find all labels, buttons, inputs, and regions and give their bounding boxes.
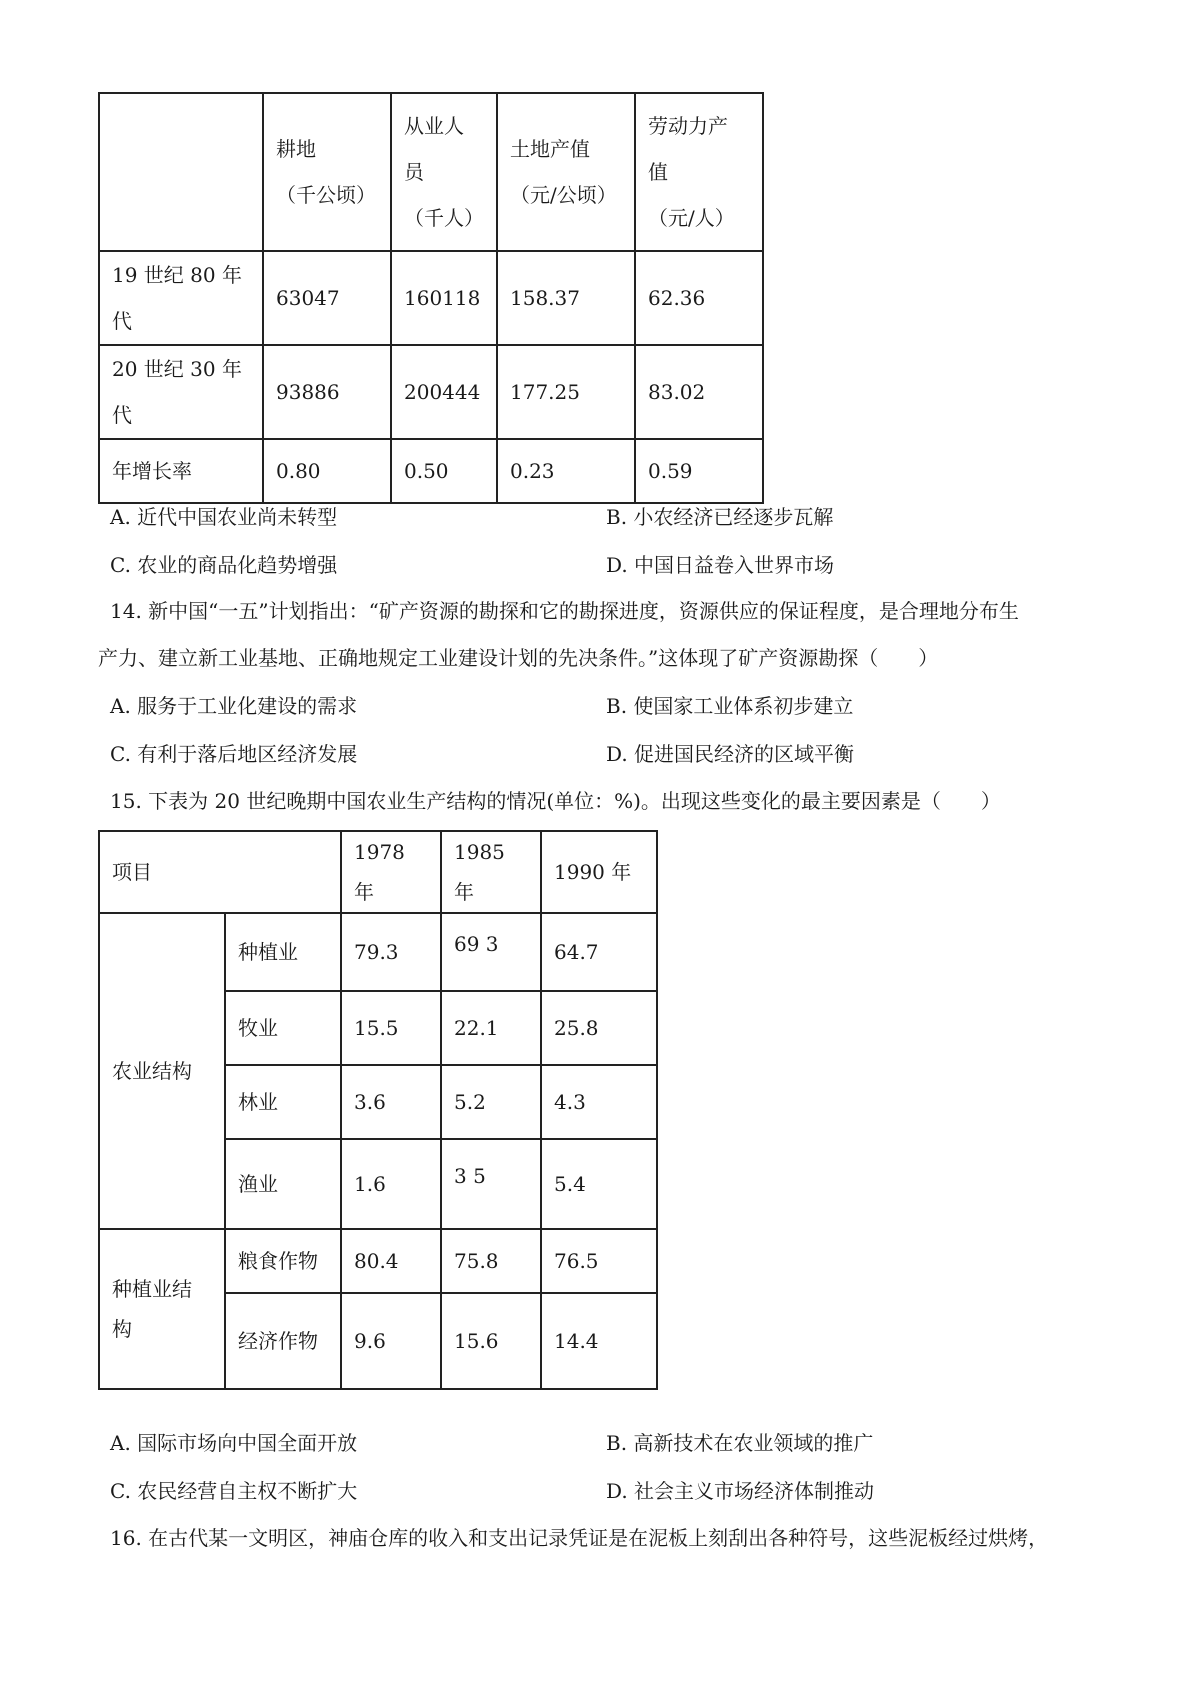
q15-option-b[interactable]: B. 高新技术在农业领域的推广: [606, 1431, 874, 1455]
cell-value: 80.4: [341, 1229, 441, 1293]
table1-header-labor-output: [635, 93, 763, 251]
header-item: 项目: [99, 831, 341, 913]
cell-value: 15.6: [441, 1293, 541, 1389]
row-label: 年增长率: [99, 439, 263, 503]
cell-value: 64.7: [541, 913, 657, 991]
q14-stem-line1: 14. 新中国“一五”计划指出：“矿产资源的勘探和它的勘探进度，资源供应的保证程度，是合理地分布生: [110, 599, 1019, 623]
header-year: 1990 年: [541, 831, 657, 913]
table-row: [99, 345, 763, 439]
row-label: 渔业: [225, 1139, 341, 1229]
table1-header-arable-land: [263, 93, 391, 251]
cell-value: 83.02: [635, 345, 763, 439]
q16-stem-line1: 16. 在古代某一文明区，神庙仓库的收入和支出记录凭证是在泥板上刻刮出各种符号，这些泥板经过烘烤，: [110, 1526, 1049, 1550]
header-text: 值: [648, 160, 668, 184]
cell-value: 158.37: [497, 251, 635, 345]
cell-value: 5.2: [441, 1065, 541, 1139]
table1-header-workers: [391, 93, 497, 251]
cell-value: 160118: [391, 251, 497, 345]
cell-value: 0.23: [497, 439, 635, 503]
q15-option-c[interactable]: C. 农民经营自主权不断扩大: [110, 1479, 358, 1503]
header-text: 土地产值: [510, 137, 590, 161]
group-label: 农业结构: [99, 913, 225, 1229]
cell-value: 76.5: [541, 1229, 657, 1293]
cell-value: 0.59: [635, 439, 763, 503]
row-label: 经济作物: [225, 1293, 341, 1389]
header-unit: （千公顷）: [276, 183, 376, 207]
q15-option-a[interactable]: A. 国际市场向中国全面开放: [110, 1431, 358, 1455]
q13-option-c[interactable]: C. 农业的商品化趋势增强: [110, 553, 338, 577]
header-unit: （元/公顷）: [510, 183, 617, 207]
cell-value: 9.6: [341, 1293, 441, 1389]
header-text: 耕地: [276, 137, 316, 161]
cell-value: 177.25: [497, 345, 635, 439]
header-text: 从业人: [404, 114, 464, 138]
cell-value: 0.80: [263, 439, 391, 503]
row-label: 牧业: [225, 991, 341, 1065]
row-label: 20 世纪 30 年代: [99, 345, 263, 439]
q14-option-d[interactable]: D. 促进国民经济的区域平衡: [606, 742, 855, 766]
cell-value: 62.36: [635, 251, 763, 345]
cell-value-wrap: [441, 913, 541, 991]
q13-option-b[interactable]: B. 小农经济已经逐步瓦解: [606, 505, 834, 529]
table-row: [99, 1229, 657, 1293]
cell-value: 25.8: [541, 991, 657, 1065]
group-label-line: 构: [112, 1317, 132, 1341]
cell-value: 63047: [263, 251, 391, 345]
cell-value: 3 5: [454, 1164, 486, 1188]
header-year: 1978 年: [341, 831, 441, 913]
header-unit: （元/人）: [648, 206, 735, 230]
group-label-line: 种植业结: [112, 1277, 192, 1301]
cell-value: 4.3: [541, 1065, 657, 1139]
cell-value: 14.4: [541, 1293, 657, 1389]
table1-header-blank: [99, 93, 263, 251]
header-unit: （千人）: [404, 206, 484, 230]
cell-value: 79.3: [341, 913, 441, 991]
q14-stem-line2: 产力、建立新工业基地、正确地规定工业建设计划的先决条件。”这体现了矿产资源勘探（ ）: [98, 646, 939, 670]
table2-header-row: [99, 831, 657, 913]
cell-value: 93886: [263, 345, 391, 439]
table1-header-land-output: [497, 93, 635, 251]
q15-stem: 15. 下表为 20 世纪晚期中国农业生产结构的情况(单位：%)。出现这些变化的最主要因素是（ ）: [110, 789, 1001, 813]
row-label: 19 世纪 80 年代: [99, 251, 263, 345]
cell-value-wrap: [441, 1139, 541, 1229]
row-label: 种植业: [225, 913, 341, 991]
header-year: 1985 年: [441, 831, 541, 913]
cell-value: 69 3: [454, 932, 499, 956]
table-row: [99, 251, 763, 345]
row-label: 林业: [225, 1065, 341, 1139]
table-row: [99, 439, 763, 503]
cell-value: 0.50: [391, 439, 497, 503]
cell-value: 75.8: [441, 1229, 541, 1293]
table-row: [99, 913, 657, 991]
q13-option-a[interactable]: A. 近代中国农业尚未转型: [110, 505, 338, 529]
cell-value: 1.6: [341, 1139, 441, 1229]
table1-header-row: [99, 93, 763, 251]
group-label: [99, 1229, 225, 1389]
agriculture-table-1: [98, 92, 764, 504]
cell-value: 15.5: [341, 991, 441, 1065]
q13-option-d[interactable]: D. 中国日益卷入世界市场: [606, 553, 835, 577]
cell-value: 5.4: [541, 1139, 657, 1229]
q15-option-d[interactable]: D. 社会主义市场经济体制推动: [606, 1479, 875, 1503]
row-label: 粮食作物: [225, 1229, 341, 1293]
q14-option-c[interactable]: C. 有利于落后地区经济发展: [110, 742, 358, 766]
header-text: 员: [404, 160, 424, 184]
cell-value: 3.6: [341, 1065, 441, 1139]
q14-option-a[interactable]: A. 服务于工业化建设的需求: [110, 694, 358, 718]
agriculture-structure-table: [98, 830, 658, 1390]
cell-value: 200444: [391, 345, 497, 439]
cell-value: 22.1: [441, 991, 541, 1065]
q14-option-b[interactable]: B. 使国家工业体系初步建立: [606, 694, 854, 718]
header-text: 劳动力产: [648, 114, 728, 138]
